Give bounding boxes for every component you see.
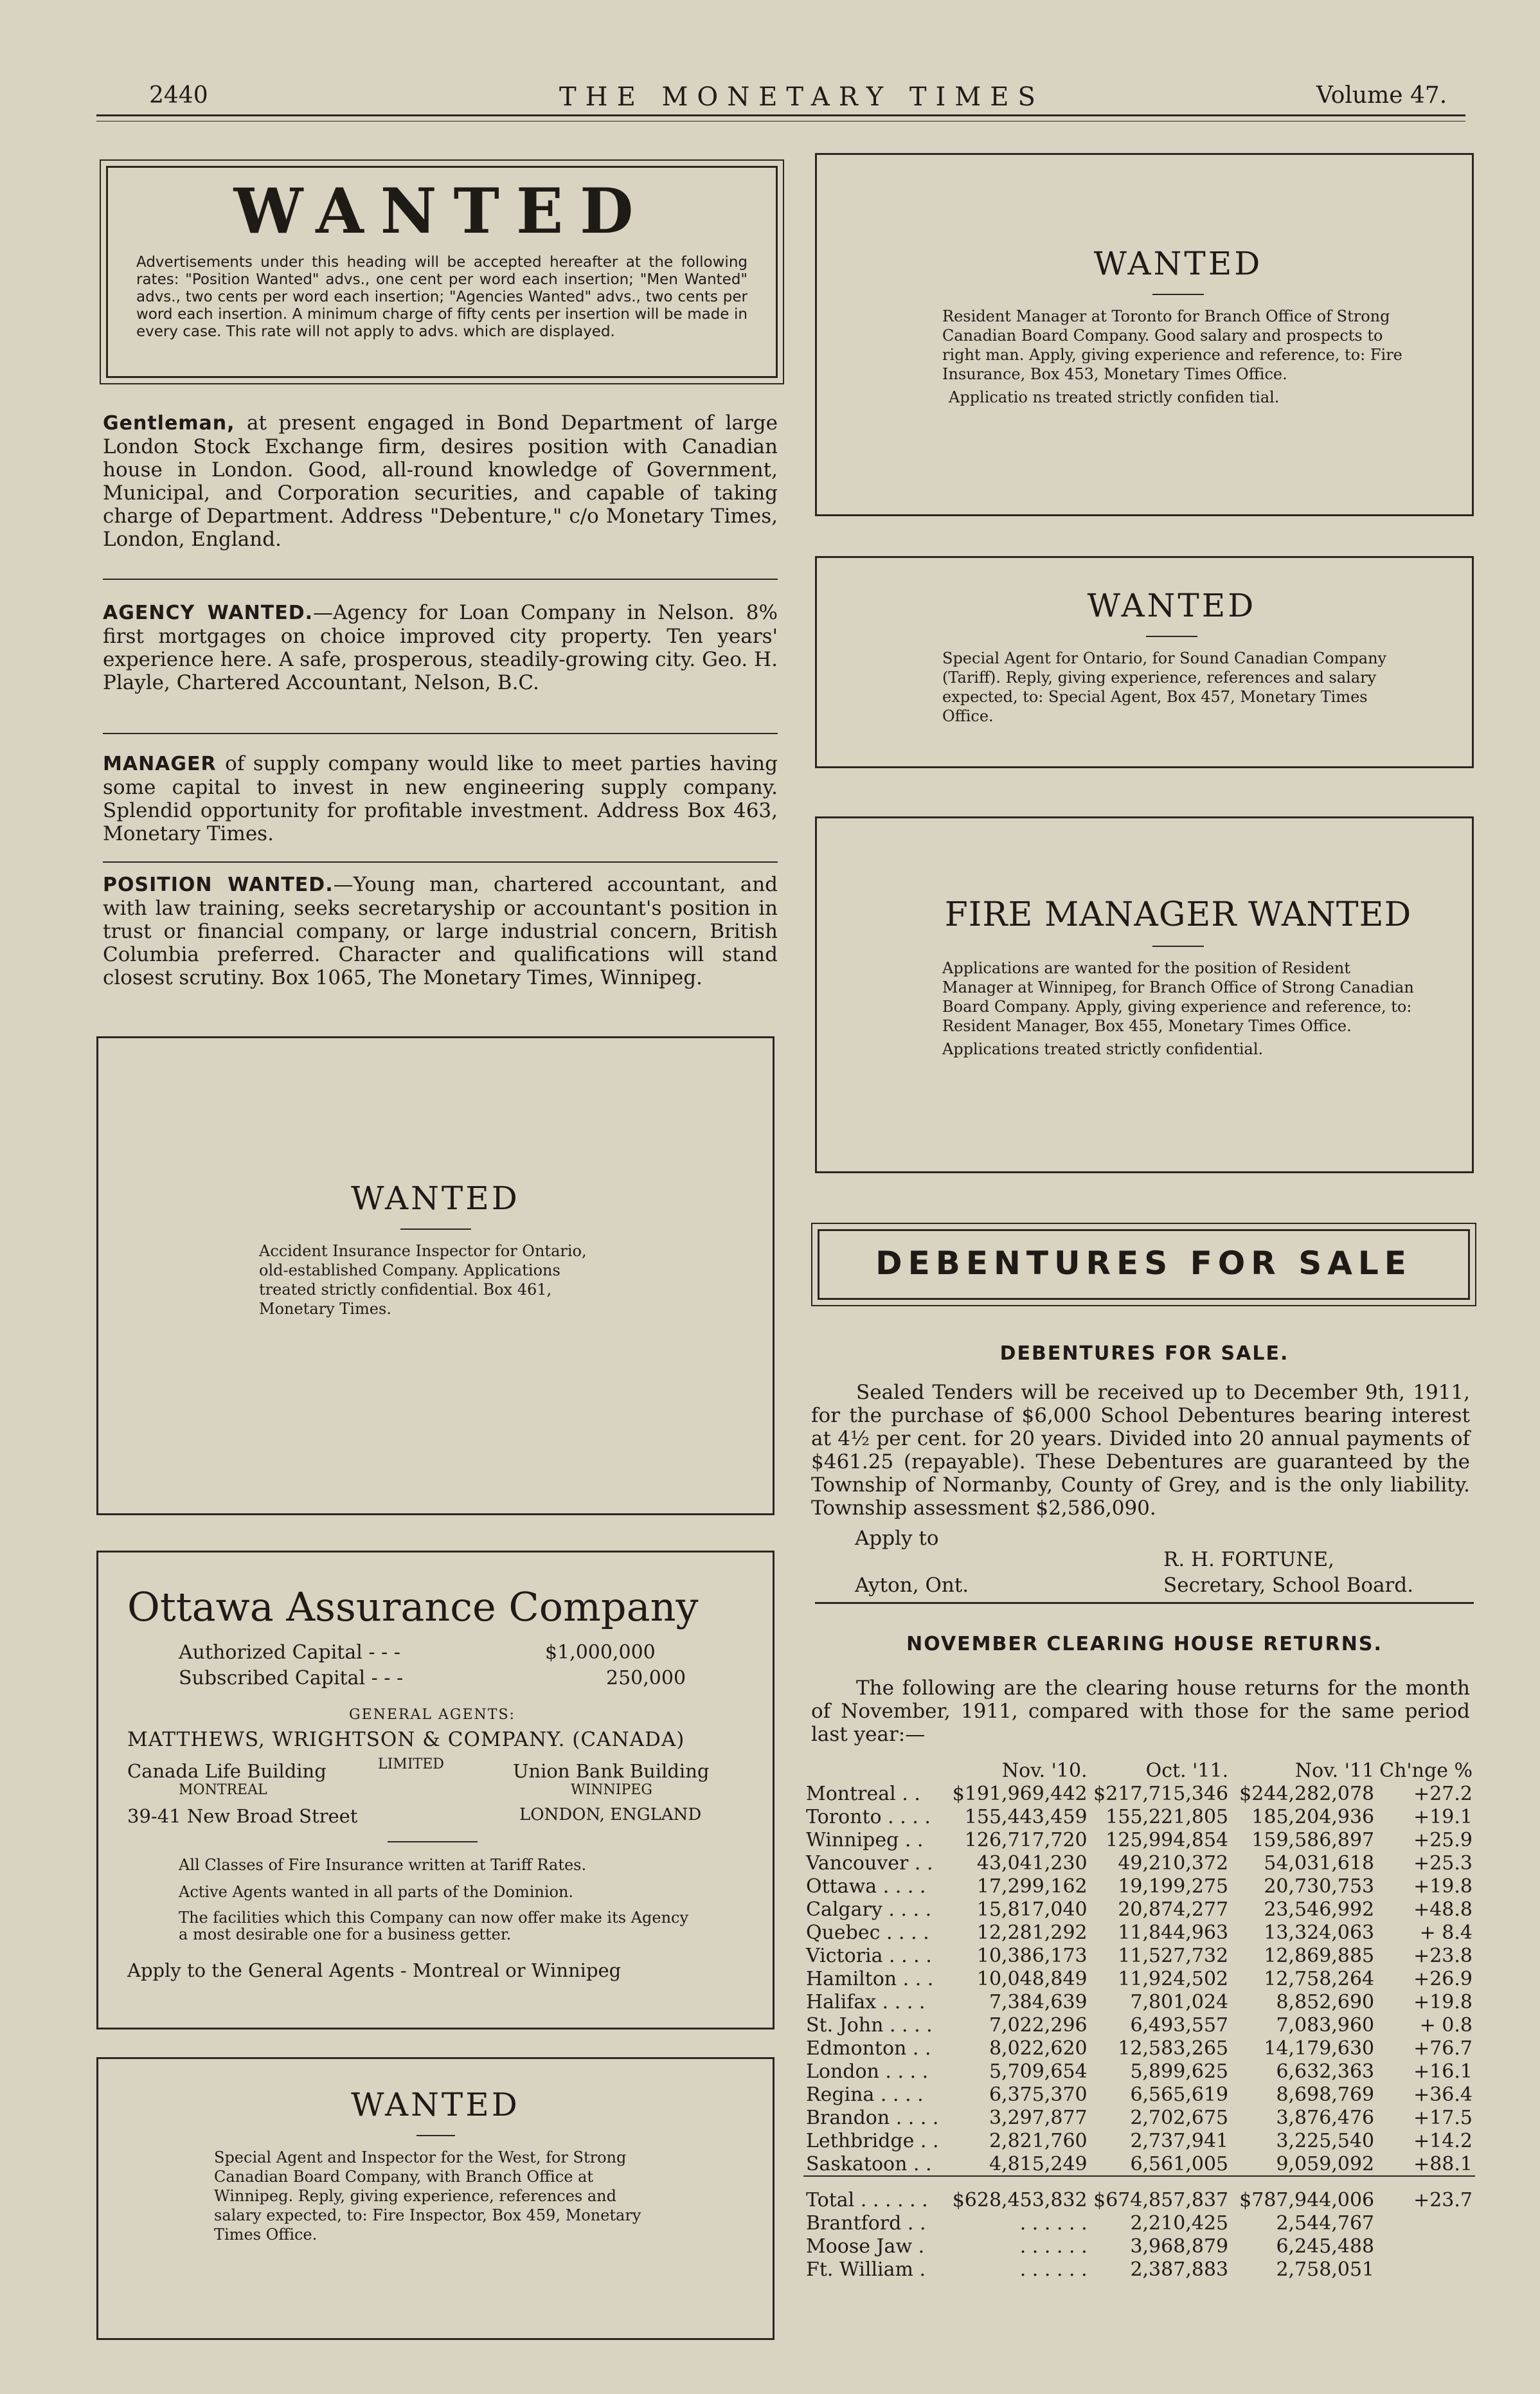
agents-name: MATTHEWS, WRIGHTSON & COMPANY. (CANADA) [127, 1728, 685, 1751]
table-row [803, 2037, 1475, 2060]
table-cell: . . . . . . [1019, 2235, 1088, 2258]
table-cell: 6,375,370 [989, 2083, 1088, 2106]
table-cell: 3,297,877 [989, 2106, 1088, 2129]
table-cell: +27.2 [1413, 1782, 1473, 1805]
office2: Union Bank Building [513, 1760, 710, 1782]
table-cell: 2,387,883 [1130, 2258, 1229, 2281]
classified-agency-wanted [103, 601, 778, 694]
ottawa-line2: Active Agents wanted in all parts of the Dominion. [179, 1883, 574, 1901]
city-name: Saskatoon . . [806, 2152, 932, 2175]
table-cell: 11,527,732 [1118, 1944, 1229, 1967]
table-row [803, 2013, 1475, 2037]
ad-dash [400, 1228, 471, 1230]
city-name: Total . . . . . . [803, 2176, 949, 2211]
table-cell [1377, 2258, 1475, 2281]
ad-title: WANTED [1087, 587, 1257, 624]
table-cell: 6,493,557 [1130, 2013, 1229, 2037]
ad-text: Applications are wanted for the position of Resident Manager at Winnipeg, for Branch Office of Strong Canadian Board Company. Apply, giving experience and reference, to: Resident Manager, Box 455, Monetary Times Office. [942, 959, 1414, 1035]
ottawa-title: Ottawa Assurance Company [127, 1583, 699, 1630]
ad-text: Accident Insurance Inspector for Ontario, old-established Company. Applications treated strictly confidential. Box 461, Monetary Times. [259, 1242, 587, 1318]
debentures-signer: R. H. FORTUNE, [1163, 1548, 1334, 1571]
agent-offices [127, 1756, 737, 1801]
ottawa-assurance-ad [96, 1551, 774, 2030]
table-cell: 20,730,753 [1264, 1875, 1375, 1898]
table-cell: +19.8 [1413, 1875, 1473, 1898]
table-cell: + 0.8 [1419, 2013, 1473, 2037]
table-cell: 7,022,296 [989, 2013, 1088, 2037]
table-cell: 2,821,760 [989, 2129, 1088, 2152]
table-cell: +23.7 [1377, 2176, 1475, 2211]
table-cell: 8,022,620 [989, 2037, 1088, 2060]
table-cell: $244,282,078 [1239, 1782, 1375, 1805]
fire-manager-ad [815, 816, 1474, 1173]
city-name: Moose Jaw . [806, 2235, 925, 2258]
debentures-apply: Apply to [855, 1527, 939, 1550]
clearing-table [803, 1759, 1475, 2281]
ad-title: WANTED [351, 2086, 520, 2123]
table-cell: 6,245,488 [1276, 2235, 1375, 2258]
debentures-signer-title: Secretary, School Board. [1163, 1574, 1414, 1597]
table-row [803, 1851, 1475, 1875]
table-cell: 2,737,941 [1130, 2129, 1229, 2152]
agents-label: GENERAL AGENTS: [349, 1707, 515, 1723]
table-cell: 2,758,051 [1276, 2258, 1375, 2281]
table-cell: $674,857,837 [1090, 2176, 1231, 2211]
divider [103, 861, 778, 863]
city-name: Lethbridge . . [806, 2129, 939, 2152]
ottawa-line3: The facilities which this Company can now offer make its Agency a most desirable one for a business getter. [179, 1909, 689, 1943]
classified-body: —Young man, chartered accountant, and with law training, seeks secretaryship or accountant's position in trust or financial company, or large industrial concern, British Columbia preferred. Character and qualifications will stand closest scrutiny. Box 1065, The Monetary Times, Winnipeg. [103, 873, 778, 989]
city-name: Ottawa . . . . [806, 1875, 926, 1898]
table-cell: 11,924,502 [1118, 1967, 1229, 1990]
table-cell: 7,801,024 [1130, 1990, 1229, 2013]
table-row [803, 2152, 1475, 2176]
table-cell: 9,059,092 [1276, 2152, 1375, 2175]
ad-dash [388, 1841, 478, 1842]
west-inspector-ad [96, 2057, 774, 2340]
city-name: St. John . . . . [806, 2013, 933, 2037]
table-row [803, 1921, 1475, 1944]
table-cell: 6,632,363 [1276, 2060, 1375, 2083]
banner-title: DEBENTURES FOR SALE [875, 1245, 1412, 1282]
table-cell: +25.9 [1413, 1828, 1473, 1851]
office1: Canada Life Building [127, 1760, 327, 1782]
table-row [803, 1944, 1475, 1967]
table-cell: 10,048,849 [976, 1967, 1088, 1990]
ottawa-line1: All Classes of Fire Insurance written at Tariff Rates. [179, 1856, 587, 1874]
wanted-notice-text: Advertisements under this heading will be accepted hereafter at the following rates: "Position Wanted" advs., one cent per word each insertion; "Men Wanted" advs., two cents per word each insertion; "Agencies Wanted" advs., two cents per word each insertion. A minimum charge of fifty cents per insertion will be made in every case. This rate will not apply to advs. which are displayed. [136, 254, 748, 340]
column-header: Ch'nge % [1379, 1759, 1473, 1782]
subscribed-value: 250,000 [606, 1667, 686, 1689]
column-header: Nov. '10. [1001, 1759, 1088, 1782]
city-name: Toronto . . . . [806, 1805, 931, 1828]
clearing-intro: The following are the clearing house returns for the month of November, 1911, compared with those for the same period last year:— [811, 1677, 1470, 1746]
city-name: Regina . . . . [806, 2083, 924, 2106]
london-office [127, 1805, 737, 1833]
table-cell: 20,874,277 [1118, 1898, 1229, 1921]
table-cell: +14.2 [1413, 2129, 1473, 2152]
limited-label: LIMITED [378, 1756, 444, 1772]
table-row [803, 1805, 1475, 1828]
table-cell: $217,715,346 [1093, 1782, 1229, 1805]
table-cell: 12,869,885 [1264, 1944, 1375, 1967]
page-number: 2440 [149, 82, 208, 109]
city-name: Halifax . . . . [806, 1990, 926, 2013]
divider [103, 733, 778, 734]
table-cell: +36.4 [1413, 2083, 1473, 2106]
table-row [803, 1967, 1475, 1990]
table-row [803, 2060, 1475, 2083]
table-cell: 19,199,275 [1118, 1875, 1229, 1898]
city-name: Hamilton . . . [806, 1967, 934, 1990]
table-cell: 2,702,675 [1130, 2106, 1229, 2129]
ad-title: FIRE MANAGER WANTED [944, 896, 1412, 934]
ad-text: Special Agent and Inspector for the West, for Strong Canadian Board Company, with Branch Office at Winnipeg. Reply, giving experience, references and salary expected, to: Fire Inspector, Box 459, Monetary Times Office. [214, 2148, 641, 2244]
volume-label: Volume 47. [1316, 82, 1447, 109]
city-name: Montreal . . [806, 1782, 920, 1805]
office1-city: MONTREAL [179, 1782, 267, 1798]
toronto-manager-ad [815, 153, 1474, 516]
table-cell: $787,944,006 [1231, 2176, 1377, 2211]
city-name: London . . . . [806, 2060, 929, 2083]
ad-dash [416, 2135, 455, 2136]
table-cell: 6,565,619 [1130, 2083, 1229, 2106]
header-rule-thin [96, 121, 1465, 122]
table-cell: 23,546,992 [1264, 1898, 1375, 1921]
total-row [803, 2176, 1475, 2211]
table-cell: +16.1 [1413, 2060, 1473, 2083]
ad-text: Special Agent for Ontario, for Sound Canadian Company (Tariff). Reply, giving experience, references and salary expected, to: Special Agent, Box 457, Monetary Times Office. [942, 649, 1387, 725]
capital-rows [127, 1641, 737, 1693]
ad-note: Applications treated strictly confidential. [942, 1040, 1264, 1058]
city-name: Calgary . . . . [806, 1898, 932, 1921]
table-cell: 10,386,173 [976, 1944, 1088, 1967]
extra-row [803, 2211, 1475, 2235]
table-row [803, 2083, 1475, 2106]
table-cell: 6,561,005 [1130, 2152, 1229, 2175]
debentures-place: Ayton, Ont. [855, 1574, 969, 1597]
classified-body: of supply company would like to meet parties having some capital to invest in new engineering supply company. Splendid opportunity for profitable investment. Address Box 463, Monetary Times. [103, 752, 778, 845]
table-cell: 11,844,963 [1118, 1921, 1229, 1944]
table-cell: 5,899,625 [1130, 2060, 1229, 2083]
table-cell: 3,225,540 [1276, 2129, 1375, 2152]
table-cell: 126,717,720 [964, 1828, 1088, 1851]
classified-lead: AGENCY WANTED. [103, 602, 314, 624]
divider [815, 1602, 1474, 1604]
table-cell [1377, 2235, 1475, 2258]
table-cell: 185,204,936 [1251, 1805, 1375, 1828]
table-cell: 2,210,425 [1130, 2211, 1229, 2235]
city-name: Edmonton . . [806, 2037, 931, 2060]
table-cell: 12,758,264 [1264, 1967, 1375, 1990]
ontario-agent-ad [815, 556, 1474, 768]
table-row [803, 1875, 1475, 1898]
wanted-notice-box [106, 166, 778, 378]
divider [103, 579, 778, 580]
ad-dash [1152, 294, 1204, 295]
classified-lead: POSITION WANTED. [103, 874, 334, 896]
ad-dash [1146, 636, 1197, 637]
table-cell: +17.5 [1413, 2106, 1473, 2129]
office2-city: WINNIPEG [571, 1782, 652, 1798]
city-name: Winnipeg . . [806, 1828, 924, 1851]
table-cell: 155,443,459 [964, 1805, 1088, 1828]
table-cell: +76.7 [1413, 2037, 1473, 2060]
table-cell: 7,384,639 [989, 1990, 1088, 2013]
table-cell: +23.8 [1413, 1944, 1473, 1967]
table-row [803, 2129, 1475, 2152]
authorized-label: Authorized Capital - - - [179, 1641, 400, 1664]
journal-title: THE MONETARY TIMES [559, 82, 1044, 112]
table-row [803, 1828, 1475, 1851]
city-name: Brantford . . [806, 2211, 926, 2235]
table-cell: +26.9 [1413, 1967, 1473, 1990]
accident-inspector-ad [96, 1036, 774, 1515]
table-cell: +19.8 [1413, 1990, 1473, 2013]
debentures-banner [818, 1229, 1470, 1300]
table-cell: +88.1 [1413, 2152, 1473, 2175]
table-cell: . . . . . . [1019, 2211, 1088, 2235]
table-cell: 54,031,618 [1264, 1851, 1375, 1875]
table-row [803, 1782, 1475, 1805]
classified-body: —Agency for Loan Company in Nelson. 8% first mortgages on choice improved city property. Ten years' experience here. A safe, prosperous, steadily-growing city. Geo. H. Playle, Chartered Accountant, Nelson, B.C. [103, 601, 778, 694]
table-cell: 125,994,854 [1106, 1828, 1229, 1851]
classified-body: at present engaged in Bond Department of large London Stock Exchange firm, desires position with Canadian house in London. Good, all-round knowledge of Government, Municipal, and Corporation securities, and capable of taking charge of Department. Address "Debenture," c/o Monetary Times, London, England. [103, 411, 778, 551]
subscribed-label: Subscribed Capital - - - [179, 1667, 404, 1689]
table-cell: 2,544,767 [1276, 2211, 1375, 2235]
ad-title: WANTED [351, 1180, 520, 1217]
column-header [803, 1759, 949, 1782]
table-cell: +25.3 [1413, 1851, 1473, 1875]
city-name: Victoria . . . . [806, 1944, 932, 1967]
classified-gentleman [103, 411, 778, 551]
table-cell: 7,083,960 [1276, 2013, 1375, 2037]
ottawa-apply: Apply to the General Agents - Montreal or Winnipeg [127, 1959, 622, 1981]
table-row [803, 2106, 1475, 2129]
table-cell: 5,709,654 [989, 2060, 1088, 2083]
table-cell: 155,221,805 [1106, 1805, 1229, 1828]
column-header: Oct. '11. [1145, 1759, 1229, 1782]
ad-text: Resident Manager at Toronto for Branch Office of Strong Canadian Board Company. Good salary and prospects to right man. Apply, giving experience and reference, to: Fire Insurance, Box 453, Monetary Times Office. [942, 307, 1402, 383]
column-header: Nov. '11 [1294, 1759, 1375, 1782]
table-row [803, 1990, 1475, 2013]
table-cell: 3,876,476 [1276, 2106, 1375, 2129]
ad-note: Applicatio ns treated strictly confiden tial. [949, 388, 1280, 406]
table-cell: 12,281,292 [976, 1921, 1088, 1944]
city-name: Quebec . . . . [806, 1921, 929, 1944]
table-cell: 159,586,897 [1251, 1828, 1375, 1851]
table-cell: +48.8 [1413, 1898, 1473, 1921]
city-name: Brandon . . . . [806, 2106, 939, 2129]
table-cell: + 8.4 [1419, 1921, 1473, 1944]
table-cell: 4,815,249 [989, 2152, 1088, 2175]
debentures-heading: DEBENTURES FOR SALE. [999, 1342, 1289, 1365]
extra-row [803, 2258, 1475, 2281]
clearing-heading: NOVEMBER CLEARING HOUSE RETURNS. [906, 1633, 1383, 1655]
london-address: 39-41 New Broad Street [127, 1805, 358, 1827]
table-cell: 15,817,040 [976, 1898, 1088, 1921]
extra-row [803, 2235, 1475, 2258]
ad-dash [1152, 946, 1204, 947]
classified-manager [103, 752, 778, 845]
city-name: Vancouver . . [806, 1851, 933, 1875]
table-cell: . . . . . . [1019, 2258, 1088, 2281]
table-cell: 12,583,265 [1118, 2037, 1229, 2060]
ad-title: WANTED [1093, 245, 1263, 282]
table-cell: +19.1 [1413, 1805, 1473, 1828]
table-cell: 13,324,063 [1264, 1921, 1375, 1944]
wanted-notice-title: WANTED [233, 175, 650, 248]
table-cell: 49,210,372 [1118, 1851, 1229, 1875]
table-cell: 8,852,690 [1276, 1990, 1375, 2013]
table-cell: 43,041,230 [976, 1851, 1088, 1875]
authorized-value: $1,000,000 [545, 1641, 656, 1664]
city-name: Ft. William . [806, 2258, 926, 2281]
classified-lead: MANAGER [103, 753, 217, 775]
london-city: LONDON, ENGLAND [519, 1805, 702, 1824]
header-rule [96, 114, 1465, 116]
table-cell: 17,299,162 [976, 1875, 1088, 1898]
table-cell: 8,698,769 [1276, 2083, 1375, 2106]
table-cell: 3,968,879 [1130, 2235, 1229, 2258]
classified-position-wanted [103, 873, 778, 989]
table-row [803, 1898, 1475, 1921]
table-cell [1377, 2211, 1475, 2235]
table-cell: $191,969,442 [952, 1782, 1088, 1805]
table-cell: 14,179,630 [1264, 2037, 1375, 2060]
table-cell: $628,453,832 [949, 2176, 1089, 2211]
debentures-text: Sealed Tenders will be received up to December 9th, 1911, for the purchase of $6,000 School Debentures bearing interest at 4½ per cent. for 20 years. Divided into 20 annual payments of $461.25 (repayable). These Debentures are guaranteed by the Township of Normanby, County of Grey, and is the only liability. Township assessment $2,586,090. [811, 1381, 1470, 1520]
classified-lead: Gentleman, [103, 412, 235, 435]
